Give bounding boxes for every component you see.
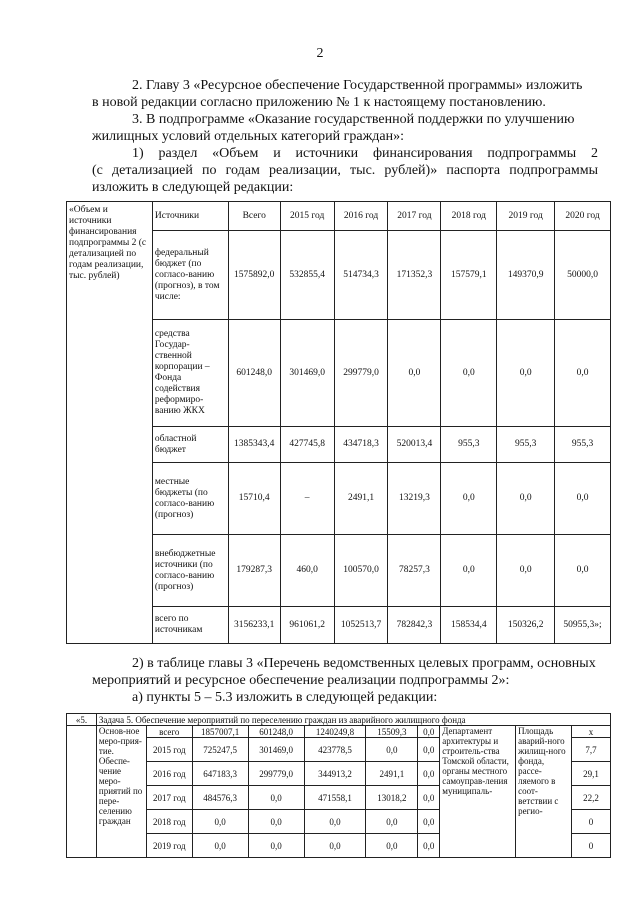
value-cell: 0,0 <box>192 834 248 858</box>
indicator-value: 22,2 <box>572 786 611 810</box>
source-cell: областной бюджет <box>152 427 228 463</box>
value-cell: 158534,4 <box>441 607 497 644</box>
value-cell: 0,0 <box>497 463 555 535</box>
header-cell: 2018 год <box>441 202 497 231</box>
value-cell: 15710,4 <box>228 463 280 535</box>
indicator-value: 0 <box>572 834 611 858</box>
value-cell: 514734,3 <box>334 231 388 320</box>
year-cell: 2016 год <box>146 762 192 786</box>
value-cell: 179287,3 <box>228 535 280 607</box>
value-cell: 15509,3 <box>366 726 418 738</box>
value-cell: 0,0 <box>441 320 497 427</box>
indicator-value: х <box>572 726 611 738</box>
value-cell: 0,0 <box>248 810 304 834</box>
paragraph-3-1-line3: изложить в следующей редакции: <box>92 180 294 195</box>
value-cell: 427745,8 <box>280 427 334 463</box>
value-cell: 955,3 <box>497 427 555 463</box>
header-cell: Источники <box>152 202 228 231</box>
value-cell: 460,0 <box>280 535 334 607</box>
value-cell: 961061,2 <box>280 607 334 644</box>
value-cell: 0,0 <box>418 726 440 738</box>
value-cell: 0,0 <box>388 320 441 427</box>
item-number: «5. <box>67 714 97 726</box>
measure-name: Основ-ное меро-прия-тие. Обеспе-чение меро-приятий по пере-селению граждан <box>96 726 146 858</box>
value-cell: 0,0 <box>304 834 366 858</box>
source-cell: федеральный бюджет (по согласо-ванию (прогноз), в том числе: <box>152 231 228 320</box>
paragraph-a-line1: а) пункты 5 – 5.3 изложить в следующей редакции: <box>132 690 438 705</box>
empty-cell <box>67 726 97 858</box>
year-cell: 2017 год <box>146 786 192 810</box>
value-cell: 2491,1 <box>366 762 418 786</box>
source-cell: всего по источникам <box>152 607 228 644</box>
header-cell: 2016 год <box>334 202 388 231</box>
header-cell: 2017 год <box>388 202 441 231</box>
value-cell: 1052513,7 <box>334 607 388 644</box>
value-cell: 0,0 <box>441 463 497 535</box>
value-cell: 301469,0 <box>280 320 334 427</box>
header-cell: 2015 год <box>280 202 334 231</box>
value-cell: 2491,1 <box>334 463 388 535</box>
value-cell: 157579,1 <box>441 231 497 320</box>
value-cell: 0,0 <box>418 834 440 858</box>
value-cell: 0,0 <box>366 834 418 858</box>
paragraph-3-line2: жилищных условий отдельных категорий граждан»: <box>92 129 404 144</box>
value-cell: 601248,0 <box>228 320 280 427</box>
paragraph-2-line2: в новой редакции согласно приложению № 1 к настоящему постановлению. <box>92 95 546 110</box>
value-cell: 423778,5 <box>304 738 366 762</box>
value-cell: 0,0 <box>555 320 611 427</box>
table-label-cell: «Объем и источники финансирования подпрограммы 2 (с детализацией по годам реализации, тыс. рублей) <box>67 202 153 644</box>
header-cell: 2019 год <box>497 202 555 231</box>
indicator-value: 29,1 <box>572 762 611 786</box>
value-cell: 0,0 <box>366 810 418 834</box>
indicator-value: 7,7 <box>572 738 611 762</box>
paragraph-2-line1: 2. Главу 3 «Ресурсное обеспечение Государственной программы» изложить <box>132 78 583 93</box>
value-cell: 484576,3 <box>192 786 248 810</box>
indicator-value: 0 <box>572 810 611 834</box>
value-cell: 0,0 <box>304 810 366 834</box>
value-cell: 50000,0 <box>555 231 611 320</box>
value-cell: 0,0 <box>366 738 418 762</box>
executor-cell: Департамент архитектуры и строитель-ства Томской области, органы местного самоуправ-ления муниципаль- <box>440 726 516 858</box>
value-cell: 149370,9 <box>497 231 555 320</box>
value-cell: 1385343,4 <box>228 427 280 463</box>
financing-table <box>66 201 611 644</box>
value-cell: 0,0 <box>441 535 497 607</box>
value-cell: 532855,4 <box>280 231 334 320</box>
value-cell: 0,0 <box>497 320 555 427</box>
value-cell: 0,0 <box>418 762 440 786</box>
value-cell: 782842,3 <box>388 607 441 644</box>
paragraph-3-line1: 3. В подпрограмме «Оказание государственной поддержки по улучшению <box>132 112 575 127</box>
value-cell: 344913,2 <box>304 762 366 786</box>
value-cell: 0,0 <box>248 834 304 858</box>
paragraph-3-1-line1: 1) раздел «Объем и источники финансирования подпрограммы 2 <box>132 146 598 161</box>
header-cell: 2020 год <box>555 202 611 231</box>
year-cell: 2018 год <box>146 810 192 834</box>
header-cell: Всего <box>228 202 280 231</box>
value-cell: 1857007,1 <box>192 726 248 738</box>
value-cell: 471558,1 <box>304 786 366 810</box>
value-cell: 725247,5 <box>192 738 248 762</box>
paragraph-3-1-line2: (с детализацией по годам реализации, тыс. рублей)» паспорта подпрограммы <box>92 163 598 178</box>
paragraph-2b-line1: 2) в таблице главы 3 «Перечень ведомственных целевых программ, основных <box>132 656 596 671</box>
value-cell: 647183,3 <box>192 762 248 786</box>
value-cell: – <box>280 463 334 535</box>
value-cell: 171352,3 <box>388 231 441 320</box>
year-cell: всего <box>146 726 192 738</box>
value-cell: 0,0 <box>248 786 304 810</box>
value-cell: 299779,0 <box>248 762 304 786</box>
year-cell: 2015 год <box>146 738 192 762</box>
value-cell: 0,0 <box>418 810 440 834</box>
paragraph-2b-line2: мероприятий и ресурсное обеспечение реализации подпрограммы 2»: <box>92 673 510 688</box>
year-cell: 2019 год <box>146 834 192 858</box>
value-cell: 955,3 <box>555 427 611 463</box>
source-cell: местные бюджеты (по согласо-ванию (прогноз) <box>152 463 228 535</box>
value-cell: 100570,0 <box>334 535 388 607</box>
table-header-row <box>67 202 611 231</box>
value-cell: 0,0 <box>192 810 248 834</box>
value-cell: 0,0 <box>555 535 611 607</box>
value-cell: 1240249,8 <box>304 726 366 738</box>
table-row <box>67 726 611 738</box>
task-title: Задача 5. Обеспечение мероприятий по переселению граждан из аварийного жилищного фонда <box>96 714 610 726</box>
page-number: 2 <box>316 46 324 61</box>
value-cell: 78257,3 <box>388 535 441 607</box>
measures-table <box>66 713 611 858</box>
value-cell: 520013,4 <box>388 427 441 463</box>
value-cell: 1575892,0 <box>228 231 280 320</box>
task-row <box>67 714 611 726</box>
source-cell: средства Государ-ственной корпорации – Фонда содействия реформиро-ванию ЖКХ <box>152 320 228 427</box>
value-cell: 13219,3 <box>388 463 441 535</box>
value-cell: 955,3 <box>441 427 497 463</box>
value-cell: 0,0 <box>497 535 555 607</box>
value-cell: 50955,3»; <box>555 607 611 644</box>
value-cell: 301469,0 <box>248 738 304 762</box>
value-cell: 150326,2 <box>497 607 555 644</box>
value-cell: 299779,0 <box>334 320 388 427</box>
value-cell: 0,0 <box>418 786 440 810</box>
value-cell: 13018,2 <box>366 786 418 810</box>
indicator-cell: Площадь аварий-ного жилищ-ного фонда, рассе-ляемого в соот-ветствии с регио- <box>516 726 572 858</box>
value-cell: 0,0 <box>418 738 440 762</box>
value-cell: 0,0 <box>555 463 611 535</box>
source-cell: внебюджетные источники (по согласо-ванию (прогноз) <box>152 535 228 607</box>
value-cell: 3156233,1 <box>228 607 280 644</box>
value-cell: 601248,0 <box>248 726 304 738</box>
value-cell: 434718,3 <box>334 427 388 463</box>
